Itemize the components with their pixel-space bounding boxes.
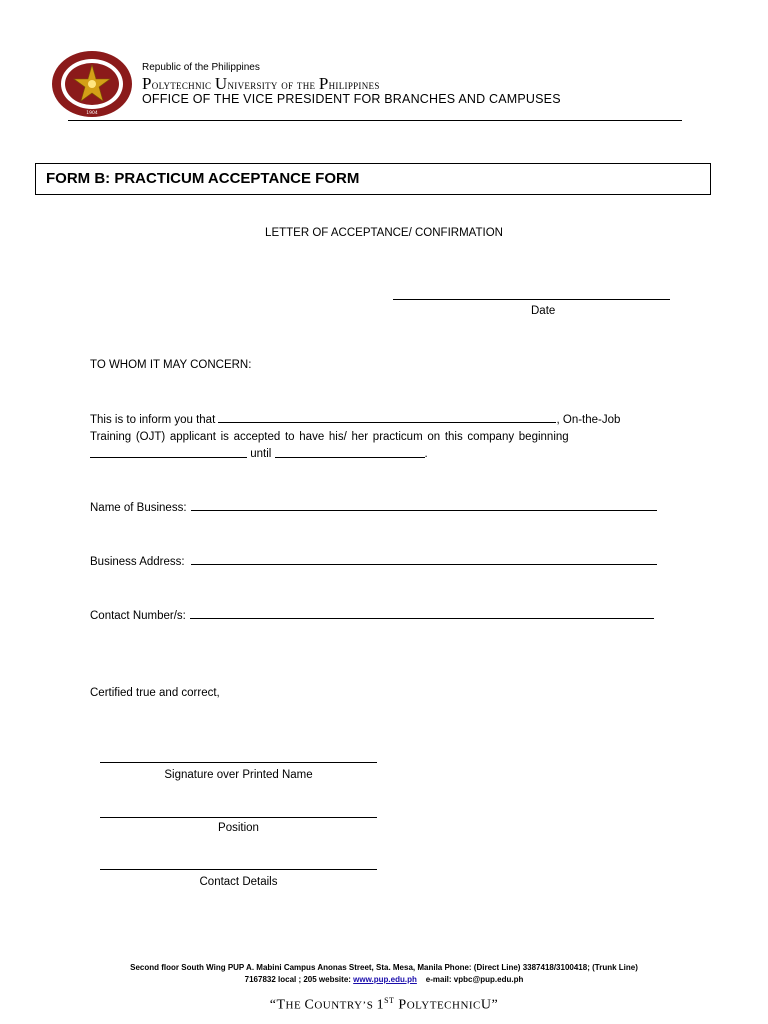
contact-details-label: Contact Details [199,876,278,888]
svg-text:1904: 1904 [86,111,98,116]
greeting: TO WHOM IT MAY CONCERN: [90,359,252,371]
letter-subtitle: LETTER OF ACCEPTANCE/ CONFIRMATION [265,227,503,239]
signature-line[interactable] [100,762,377,763]
acceptance-paragraph: This is to inform you that , On-the-Job Training (OJT) applicant is accepted to have his/ her practicum on this company beginning until . [90,411,677,463]
end-date-blank[interactable] [275,446,425,458]
university-motto: “THE COUNTRY’S 1ST POLYTECHNICU” [269,996,499,1013]
date-blank-line[interactable] [393,299,670,300]
position-line[interactable] [100,817,377,818]
certified-label: Certified true and correct, [90,687,220,699]
university-seal-icon [50,50,134,118]
signature-label: Signature over Printed Name [164,769,313,781]
republic-label: Republic of the Philippines [142,62,260,73]
website-link[interactable]: www.pup.edu.ph [353,975,417,984]
date-label: Date [531,305,556,317]
footer-address: Second floor South Wing PUP A. Mabini Campus Anonas Street, Sta. Mesa, Manila Phone: (Direct Line) 3387418/3100418; (Trunk Line) 7167832 local ; 205 website: www.pup.edu.ph e-mail: vpbc@pup.edu.ph [130,963,638,984]
office-name: OFFICE OF THE VICE PRESIDENT FOR BRANCHES AND CAMPUSES [142,92,561,106]
contact-number-blank[interactable] [190,607,654,619]
form-title-box [35,163,711,195]
business-name-blank[interactable] [191,499,657,511]
header-divider [68,120,682,121]
form-title: FORM B: PRACTICUM ACCEPTANCE FORM [46,170,360,187]
business-name-field: Name of Business: [90,499,657,514]
business-address-field: Business Address: [90,553,657,568]
business-address-blank[interactable] [191,553,657,565]
university-name: Polytechnic University of the Philippines [142,74,380,93]
position-label: Position [218,822,259,834]
contact-number-field: Contact Number/s: [90,607,654,622]
contact-details-line[interactable] [100,869,377,870]
applicant-name-blank[interactable] [218,411,556,423]
start-date-blank[interactable] [90,446,247,458]
